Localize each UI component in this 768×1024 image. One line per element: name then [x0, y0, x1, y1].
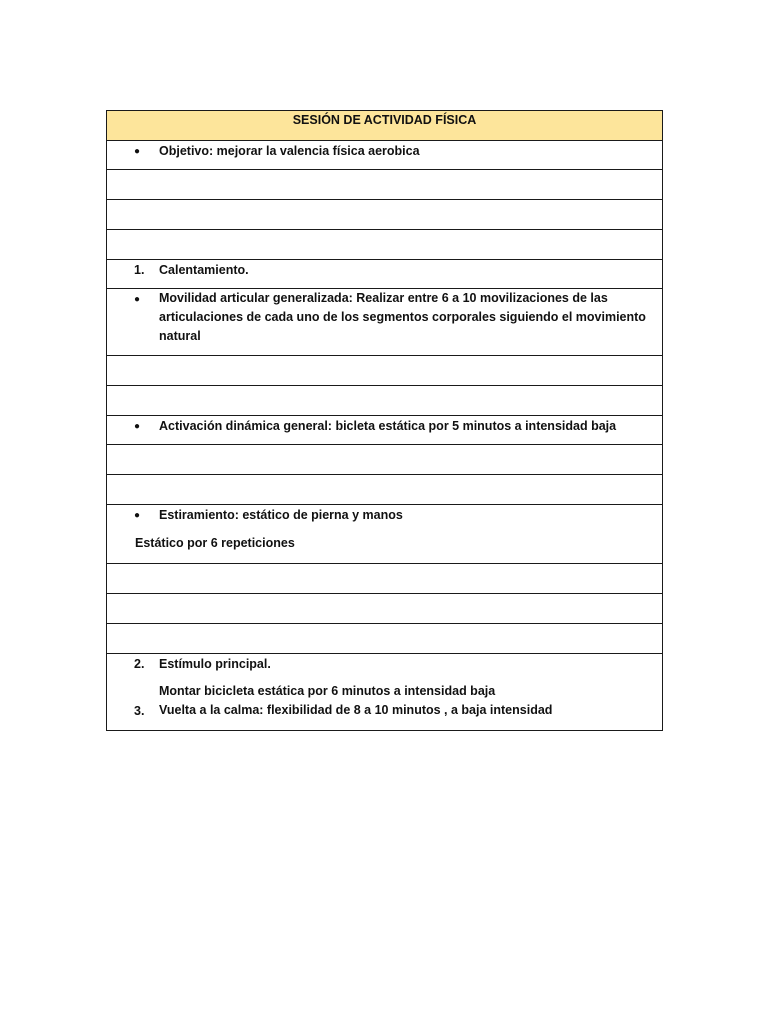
table-header-row [107, 111, 663, 141]
empty-row [107, 170, 663, 200]
empty-row [107, 624, 663, 654]
session-table [106, 110, 663, 731]
empty-row [107, 445, 663, 475]
table-row [107, 260, 663, 289]
empty-row [107, 475, 663, 505]
table-row [107, 654, 663, 731]
empty-row [107, 594, 663, 624]
empty-row [107, 386, 663, 416]
table-row [107, 416, 663, 445]
bullet-marker: ● [134, 146, 141, 157]
number-marker: 1. [134, 263, 145, 277]
main-stimulus-item [107, 654, 662, 682]
warmup-text: Calentamiento. [159, 263, 249, 277]
empty-row [107, 564, 663, 594]
cooldown-item [107, 701, 662, 730]
mobility-item [107, 289, 662, 355]
table-title: SESIÓN DE ACTIVIDAD FÍSICA [107, 111, 663, 141]
number-marker: 2. [134, 657, 145, 671]
stretching-note: Estático por 6 repeticiones [135, 536, 295, 550]
cooldown-text: Vuelta a la calma: flexibilidad de 8 a 10 minutos , a baja intensidad [159, 703, 553, 717]
table-row [107, 141, 663, 170]
warmup-item [107, 260, 662, 288]
main-stimulus-detail: Montar bicicleta estática por 6 minutos a intensidad baja [159, 684, 496, 698]
objective-text: Objetivo: mejorar la valencia física aerobica [159, 144, 420, 158]
stretching-item [107, 505, 662, 525]
table-row [107, 289, 663, 356]
empty-row [107, 356, 663, 386]
main-stimulus-text: Estímulo principal. [159, 657, 271, 671]
mobility-text: Movilidad articular generalizada: Realizar entre 6 a 10 movilizaciones de las articulaciones de cada uno de los segmentos corporales siguiendo el movimiento natural [159, 291, 646, 343]
number-marker: 3. [134, 704, 145, 718]
activation-item [107, 416, 662, 444]
bullet-marker: ● [134, 294, 141, 305]
empty-row [107, 230, 663, 260]
empty-row [107, 200, 663, 230]
table-row [107, 505, 663, 564]
stretching-text: Estiramiento: estático de pierna y manos [159, 508, 403, 522]
bullet-marker: ● [134, 421, 141, 432]
bullet-marker: ● [134, 510, 141, 521]
objective-item [107, 141, 662, 169]
activation-text: Activación dinámica general: bicleta estática por 5 minutos a intensidad baja [159, 419, 617, 433]
